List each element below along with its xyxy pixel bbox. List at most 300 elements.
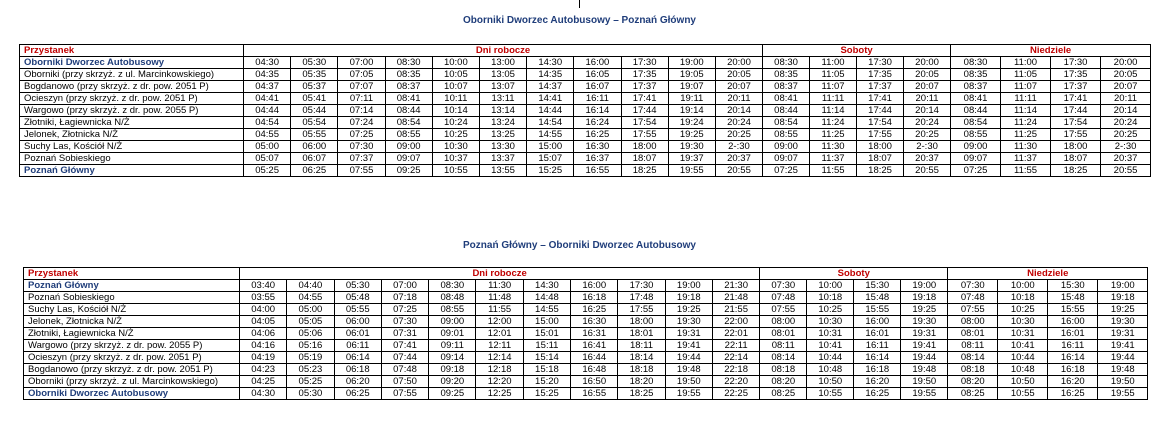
departure-time: 19:30 bbox=[901, 316, 948, 328]
departure-time: 07:00 bbox=[381, 280, 428, 292]
departure-time: 15:01 bbox=[523, 328, 570, 340]
departure-time: 16:44 bbox=[571, 352, 618, 364]
departure-time: 07:24 bbox=[338, 117, 385, 129]
departure-time: 07:25 bbox=[381, 304, 428, 316]
departure-time: 2-:30 bbox=[1101, 141, 1151, 153]
departure-time: 10:25 bbox=[432, 129, 479, 141]
departure-time: 09:14 bbox=[429, 352, 476, 364]
departure-time: 04:06 bbox=[240, 328, 287, 340]
departure-time: 17:37 bbox=[1051, 81, 1101, 93]
departure-time: 19:30 bbox=[668, 141, 715, 153]
departure-time: 08:14 bbox=[760, 352, 807, 364]
departure-time: 08:18 bbox=[948, 364, 998, 376]
departure-time: 14:54 bbox=[527, 117, 574, 129]
departure-time: 21:48 bbox=[712, 292, 759, 304]
departure-time: 10:30 bbox=[998, 316, 1048, 328]
departure-time: 13:11 bbox=[479, 93, 526, 105]
departure-time: 20:55 bbox=[904, 165, 951, 177]
departure-time: 09:00 bbox=[763, 141, 810, 153]
departure-time: 04:55 bbox=[244, 129, 291, 141]
departure-time: 18:25 bbox=[618, 388, 665, 400]
departure-time: 05:35 bbox=[291, 69, 338, 81]
departure-time: 08:48 bbox=[429, 292, 476, 304]
departure-time: 05:25 bbox=[287, 376, 334, 388]
departure-time: 07:48 bbox=[760, 292, 807, 304]
departure-time: 17:30 bbox=[621, 57, 668, 69]
departure-time: 08:30 bbox=[763, 57, 810, 69]
departure-time: 08:55 bbox=[951, 129, 1001, 141]
departure-time: 20:11 bbox=[1101, 93, 1151, 105]
departure-time: 04:35 bbox=[244, 69, 291, 81]
departure-time: 06:07 bbox=[291, 153, 338, 165]
departure-time: 10:55 bbox=[807, 388, 854, 400]
header-saturday: Soboty bbox=[763, 45, 951, 57]
departure-time: 09:25 bbox=[429, 388, 476, 400]
departure-time: 16:01 bbox=[854, 328, 901, 340]
departure-time: 08:54 bbox=[385, 117, 432, 129]
departure-time: 18:00 bbox=[621, 141, 668, 153]
departure-time: 07:30 bbox=[381, 316, 428, 328]
departure-time: 07:30 bbox=[948, 280, 998, 292]
departure-time: 10:14 bbox=[432, 105, 479, 117]
departure-time: 19:18 bbox=[665, 292, 712, 304]
stop-name: Wargowo (przy skrzyż. z dr. pow. 2055 P) bbox=[20, 105, 244, 117]
departure-time: 13:37 bbox=[479, 153, 526, 165]
departure-time: 18:07 bbox=[621, 153, 668, 165]
departure-time: 14:55 bbox=[527, 129, 574, 141]
departure-time: 18:25 bbox=[621, 165, 668, 177]
departure-time: 17:41 bbox=[621, 93, 668, 105]
departure-time: 08:25 bbox=[760, 388, 807, 400]
departure-time: 16:37 bbox=[574, 153, 621, 165]
departure-time: 09:00 bbox=[385, 141, 432, 153]
departure-time: 19:41 bbox=[1098, 340, 1148, 352]
departure-time: 22:25 bbox=[712, 388, 759, 400]
departure-time: 11:37 bbox=[810, 153, 857, 165]
departure-time: 20:14 bbox=[715, 105, 762, 117]
departure-time: 19:18 bbox=[901, 292, 948, 304]
departure-time: 13:55 bbox=[479, 165, 526, 177]
departure-time: 20:05 bbox=[1101, 69, 1151, 81]
stop-name: Złotniki, Łagiewnicka N/Ż bbox=[20, 117, 244, 129]
departure-time: 19:30 bbox=[665, 316, 712, 328]
departure-time: 19:37 bbox=[668, 153, 715, 165]
departure-time: 17:54 bbox=[1051, 117, 1101, 129]
departure-time: 20:00 bbox=[904, 57, 951, 69]
departure-time: 18:00 bbox=[857, 141, 904, 153]
departure-time: 11:07 bbox=[810, 81, 857, 93]
departure-time: 16:20 bbox=[1048, 376, 1098, 388]
table-2-title: Poznań Główny – Oborniki Dworzec Autobusowy bbox=[463, 240, 696, 251]
departure-time: 11:30 bbox=[476, 280, 523, 292]
departure-time: 22:20 bbox=[712, 376, 759, 388]
departure-time: 14:30 bbox=[527, 57, 574, 69]
departure-time: 07:55 bbox=[381, 388, 428, 400]
departure-time: 17:54 bbox=[621, 117, 668, 129]
departure-time: 07:44 bbox=[381, 352, 428, 364]
departure-time: 10:25 bbox=[807, 304, 854, 316]
departure-time: 11:05 bbox=[810, 69, 857, 81]
departure-time: 15:18 bbox=[523, 364, 570, 376]
departure-time: 07:05 bbox=[338, 69, 385, 81]
departure-time: 11:48 bbox=[476, 292, 523, 304]
departure-time: 09:20 bbox=[429, 376, 476, 388]
table-row bbox=[20, 141, 1151, 153]
departure-time: 11:37 bbox=[1001, 153, 1051, 165]
departure-time: 10:07 bbox=[432, 81, 479, 93]
stop-name: Ocieszyn (przy skrzyż. z dr. pow. 2051 P) bbox=[24, 352, 240, 364]
text-cursor bbox=[579, 0, 580, 8]
header-stop: Przystanek bbox=[24, 268, 240, 280]
table-row bbox=[20, 165, 1151, 177]
departure-time: 09:18 bbox=[429, 364, 476, 376]
departure-time: 13:00 bbox=[479, 57, 526, 69]
departure-time: 11:30 bbox=[1001, 141, 1051, 153]
header-weekdays: Dni robocze bbox=[240, 268, 760, 280]
departure-time: 05:41 bbox=[291, 93, 338, 105]
departure-time: 08:20 bbox=[948, 376, 998, 388]
departure-time: 06:18 bbox=[334, 364, 381, 376]
departure-time: 04:23 bbox=[240, 364, 287, 376]
departure-time: 19:25 bbox=[1098, 304, 1148, 316]
departure-time: 03:55 bbox=[240, 292, 287, 304]
departure-time: 17:35 bbox=[857, 69, 904, 81]
departure-time: 12:00 bbox=[476, 316, 523, 328]
departure-time: 05:00 bbox=[287, 304, 334, 316]
departure-time: 08:41 bbox=[385, 93, 432, 105]
departure-time: 21:55 bbox=[712, 304, 759, 316]
header-saturday: Soboty bbox=[760, 268, 948, 280]
departure-time: 12:25 bbox=[476, 388, 523, 400]
departure-time: 16:18 bbox=[571, 292, 618, 304]
departure-time: 04:30 bbox=[244, 57, 291, 69]
departure-time: 10:00 bbox=[807, 280, 854, 292]
departure-time: 18:18 bbox=[618, 364, 665, 376]
departure-time: 08:18 bbox=[760, 364, 807, 376]
table-row bbox=[24, 376, 1148, 388]
stop-name: Jelonek, Złotnicka N/Ż bbox=[24, 316, 240, 328]
departure-time: 16:55 bbox=[574, 165, 621, 177]
departure-time: 10:50 bbox=[998, 376, 1048, 388]
table-row bbox=[20, 57, 1151, 69]
stop-name: Suchy Las, Kościół N/Ż bbox=[24, 304, 240, 316]
departure-time: 15:55 bbox=[854, 304, 901, 316]
departure-time: 20:07 bbox=[904, 81, 951, 93]
departure-time: 19:14 bbox=[668, 105, 715, 117]
departure-time: 10:48 bbox=[998, 364, 1048, 376]
departure-time: 17:55 bbox=[618, 304, 665, 316]
departure-time: 05:37 bbox=[291, 81, 338, 93]
departure-time: 16:30 bbox=[574, 141, 621, 153]
departure-time: 19:41 bbox=[665, 340, 712, 352]
departure-time: 10:25 bbox=[998, 304, 1048, 316]
departure-time: 19:05 bbox=[668, 69, 715, 81]
stop-name: Oborniki Dworzec Autobusowy bbox=[20, 57, 244, 69]
departure-time: 18:14 bbox=[618, 352, 665, 364]
departure-time: 19:25 bbox=[668, 129, 715, 141]
departure-time: 10:05 bbox=[432, 69, 479, 81]
departure-time: 19:00 bbox=[901, 280, 948, 292]
departure-time: 10:41 bbox=[807, 340, 854, 352]
departure-time: 19:00 bbox=[665, 280, 712, 292]
departure-time: 06:00 bbox=[291, 141, 338, 153]
departure-time: 19:00 bbox=[1098, 280, 1148, 292]
departure-time: 14:48 bbox=[523, 292, 570, 304]
table-row bbox=[24, 352, 1148, 364]
departure-time: 22:11 bbox=[712, 340, 759, 352]
departure-time: 20:55 bbox=[715, 165, 762, 177]
departure-time: 05:00 bbox=[244, 141, 291, 153]
departure-time: 17:30 bbox=[857, 57, 904, 69]
departure-time: 10:00 bbox=[998, 280, 1048, 292]
departure-time: 20:37 bbox=[1101, 153, 1151, 165]
departure-time: 18:01 bbox=[618, 328, 665, 340]
departure-time: 07:55 bbox=[760, 304, 807, 316]
header-row bbox=[24, 268, 1148, 280]
table-row bbox=[24, 364, 1148, 376]
departure-time: 13:24 bbox=[479, 117, 526, 129]
table-row bbox=[24, 316, 1148, 328]
departure-time: 17:41 bbox=[857, 93, 904, 105]
departure-time: 08:55 bbox=[429, 304, 476, 316]
departure-time: 06:25 bbox=[334, 388, 381, 400]
departure-time: 10:24 bbox=[432, 117, 479, 129]
table-row bbox=[20, 93, 1151, 105]
header-sunday: Niedziele bbox=[948, 268, 1148, 280]
departure-time: 12:11 bbox=[476, 340, 523, 352]
departure-time: 08:14 bbox=[948, 352, 998, 364]
departure-time: 16:50 bbox=[571, 376, 618, 388]
departure-time: 04:05 bbox=[240, 316, 287, 328]
departure-time: 19:25 bbox=[901, 304, 948, 316]
departure-time: 07:30 bbox=[338, 141, 385, 153]
table-row bbox=[20, 69, 1151, 81]
departure-time: 16:18 bbox=[854, 364, 901, 376]
table-row bbox=[20, 129, 1151, 141]
departure-time: 16:24 bbox=[574, 117, 621, 129]
header-row bbox=[20, 45, 1151, 57]
table-row bbox=[24, 292, 1148, 304]
departure-time: 19:48 bbox=[901, 364, 948, 376]
departure-time: 19:44 bbox=[665, 352, 712, 364]
departure-time: 11:14 bbox=[1001, 105, 1051, 117]
header-stop: Przystanek bbox=[20, 45, 244, 57]
departure-time: 10:44 bbox=[998, 352, 1048, 364]
departure-time: 19:30 bbox=[1098, 316, 1148, 328]
departure-time: 08:54 bbox=[951, 117, 1001, 129]
departure-time: 19:55 bbox=[665, 388, 712, 400]
departure-time: 08:37 bbox=[763, 81, 810, 93]
departure-time: 15:00 bbox=[527, 141, 574, 153]
departure-time: 15:48 bbox=[1048, 292, 1098, 304]
departure-time: 07:48 bbox=[381, 364, 428, 376]
departure-time: 11:11 bbox=[810, 93, 857, 105]
departure-time: 12:18 bbox=[476, 364, 523, 376]
departure-time: 20:14 bbox=[904, 105, 951, 117]
departure-time: 19:50 bbox=[665, 376, 712, 388]
departure-time: 19:50 bbox=[901, 376, 948, 388]
departure-time: 13:05 bbox=[479, 69, 526, 81]
departure-time: 18:07 bbox=[1051, 153, 1101, 165]
departure-time: 21:30 bbox=[712, 280, 759, 292]
stop-name: Oborniki Dworzec Autobusowy bbox=[24, 388, 240, 400]
departure-time: 13:07 bbox=[479, 81, 526, 93]
departure-time: 16:11 bbox=[1048, 340, 1098, 352]
departure-time: 22:01 bbox=[712, 328, 759, 340]
departure-time: 19:44 bbox=[1098, 352, 1148, 364]
departure-time: 10:31 bbox=[807, 328, 854, 340]
departure-time: 17:44 bbox=[621, 105, 668, 117]
departure-time: 19:44 bbox=[901, 352, 948, 364]
departure-time: 06:25 bbox=[291, 165, 338, 177]
departure-time: 05:30 bbox=[291, 57, 338, 69]
departure-time: 09:00 bbox=[951, 141, 1001, 153]
departure-time: 17:55 bbox=[1051, 129, 1101, 141]
departure-time: 06:20 bbox=[334, 376, 381, 388]
departure-time: 17:35 bbox=[621, 69, 668, 81]
departure-time: 08:00 bbox=[948, 316, 998, 328]
departure-time: 10:11 bbox=[432, 93, 479, 105]
departure-time: 11:30 bbox=[810, 141, 857, 153]
departure-time: 08:55 bbox=[763, 129, 810, 141]
departure-time: 19:24 bbox=[668, 117, 715, 129]
departure-time: 19:55 bbox=[901, 388, 948, 400]
departure-time: 22:00 bbox=[712, 316, 759, 328]
stop-name: Poznań Główny bbox=[20, 165, 244, 177]
departure-time: 13:14 bbox=[479, 105, 526, 117]
departure-time: 20:24 bbox=[904, 117, 951, 129]
stop-name: Bogdanowo (przy skrzyż. z dr. pow. 2051 P) bbox=[24, 364, 240, 376]
departure-time: 07:11 bbox=[338, 93, 385, 105]
departure-time: 10:18 bbox=[807, 292, 854, 304]
departure-time: 10:30 bbox=[432, 141, 479, 153]
departure-time: 11:25 bbox=[810, 129, 857, 141]
departure-time: 10:50 bbox=[807, 376, 854, 388]
departure-time: 15:30 bbox=[854, 280, 901, 292]
departure-time: 08:35 bbox=[951, 69, 1001, 81]
departure-time: 05:16 bbox=[287, 340, 334, 352]
departure-time: 07:14 bbox=[338, 105, 385, 117]
departure-time: 19:48 bbox=[665, 364, 712, 376]
departure-time: 12:20 bbox=[476, 376, 523, 388]
departure-time: 04:19 bbox=[240, 352, 287, 364]
departure-time: 10:31 bbox=[998, 328, 1048, 340]
departure-time: 07:00 bbox=[338, 57, 385, 69]
departure-time: 16:20 bbox=[854, 376, 901, 388]
departure-time: 16:01 bbox=[1048, 328, 1098, 340]
header-sunday: Niedziele bbox=[951, 45, 1151, 57]
departure-time: 06:14 bbox=[334, 352, 381, 364]
table-1-title: Oborniki Dworzec Autobusowy – Poznań Główny bbox=[463, 15, 696, 26]
departure-time: 19:25 bbox=[665, 304, 712, 316]
departure-time: 16:14 bbox=[574, 105, 621, 117]
departure-time: 07:48 bbox=[948, 292, 998, 304]
departure-time: 08:01 bbox=[760, 328, 807, 340]
departure-time: 08:30 bbox=[429, 280, 476, 292]
departure-time: 11:14 bbox=[810, 105, 857, 117]
departure-time: 14:55 bbox=[523, 304, 570, 316]
departure-time: 17:44 bbox=[1051, 105, 1101, 117]
departure-time: 17:54 bbox=[857, 117, 904, 129]
departure-time: 11:05 bbox=[1001, 69, 1051, 81]
departure-time: 16:25 bbox=[571, 304, 618, 316]
departure-time: 18:07 bbox=[857, 153, 904, 165]
departure-time: 11:24 bbox=[810, 117, 857, 129]
departure-time: 11:24 bbox=[1001, 117, 1051, 129]
departure-time: 10:55 bbox=[432, 165, 479, 177]
departure-time: 08:44 bbox=[385, 105, 432, 117]
departure-time: 11:55 bbox=[476, 304, 523, 316]
stop-name: Wargowo (przy skrzyż. z dr. pow. 2055 P) bbox=[24, 340, 240, 352]
departure-time: 20:00 bbox=[715, 57, 762, 69]
departure-time: 07:37 bbox=[338, 153, 385, 165]
departure-time: 08:54 bbox=[763, 117, 810, 129]
departure-time: 08:30 bbox=[951, 57, 1001, 69]
departure-time: 16:30 bbox=[571, 316, 618, 328]
departure-time: 16:11 bbox=[574, 93, 621, 105]
departure-time: 20:24 bbox=[1101, 117, 1151, 129]
departure-time: 20:24 bbox=[715, 117, 762, 129]
departure-time: 16:41 bbox=[571, 340, 618, 352]
departure-time: 04:37 bbox=[244, 81, 291, 93]
departure-time: 2-:30 bbox=[715, 141, 762, 153]
stop-name: Oborniki (przy skrzyż. z ul. Marcinkowskiego) bbox=[24, 376, 240, 388]
departure-time: 16:48 bbox=[571, 364, 618, 376]
departure-time: 15:14 bbox=[523, 352, 570, 364]
stop-name: Oborniki (przy skrzyż. z ul. Marcinkowskiego) bbox=[20, 69, 244, 81]
departure-time: 14:30 bbox=[523, 280, 570, 292]
departure-time: 05:44 bbox=[291, 105, 338, 117]
departure-time: 07:31 bbox=[381, 328, 428, 340]
departure-time: 20:25 bbox=[904, 129, 951, 141]
departure-time: 10:48 bbox=[807, 364, 854, 376]
departure-time: 15:11 bbox=[523, 340, 570, 352]
departure-time: 08:20 bbox=[760, 376, 807, 388]
departure-time: 15:25 bbox=[523, 388, 570, 400]
departure-time: 04:00 bbox=[240, 304, 287, 316]
stop-name: Bogdanowo (przy skrzyż. z dr. pow. 2051 P) bbox=[20, 81, 244, 93]
departure-time: 08:55 bbox=[385, 129, 432, 141]
departure-time: 11:55 bbox=[810, 165, 857, 177]
departure-time: 05:55 bbox=[334, 304, 381, 316]
departure-time: 07:07 bbox=[338, 81, 385, 93]
departure-time: 16:00 bbox=[854, 316, 901, 328]
departure-time: 17:35 bbox=[1051, 69, 1101, 81]
departure-time: 14:44 bbox=[527, 105, 574, 117]
departure-time: 09:07 bbox=[385, 153, 432, 165]
departure-time: 05:30 bbox=[287, 388, 334, 400]
stop-name: Poznań Sobieskiego bbox=[20, 153, 244, 165]
departure-time: 09:11 bbox=[429, 340, 476, 352]
departure-time: 07:25 bbox=[763, 165, 810, 177]
departure-time: 19:55 bbox=[668, 165, 715, 177]
departure-time: 09:01 bbox=[429, 328, 476, 340]
departure-time: 04:40 bbox=[287, 280, 334, 292]
departure-time: 17:30 bbox=[1051, 57, 1101, 69]
departure-time: 20:07 bbox=[715, 81, 762, 93]
departure-time: 08:44 bbox=[763, 105, 810, 117]
departure-time: 09:25 bbox=[385, 165, 432, 177]
departure-time: 19:31 bbox=[665, 328, 712, 340]
departure-time: 05:06 bbox=[287, 328, 334, 340]
departure-time: 16:25 bbox=[854, 388, 901, 400]
departure-time: 05:54 bbox=[291, 117, 338, 129]
table-row bbox=[24, 280, 1148, 292]
departure-time: 05:55 bbox=[291, 129, 338, 141]
departure-time: 07:55 bbox=[338, 165, 385, 177]
departure-time: 19:48 bbox=[1098, 364, 1148, 376]
departure-time: 20:37 bbox=[715, 153, 762, 165]
